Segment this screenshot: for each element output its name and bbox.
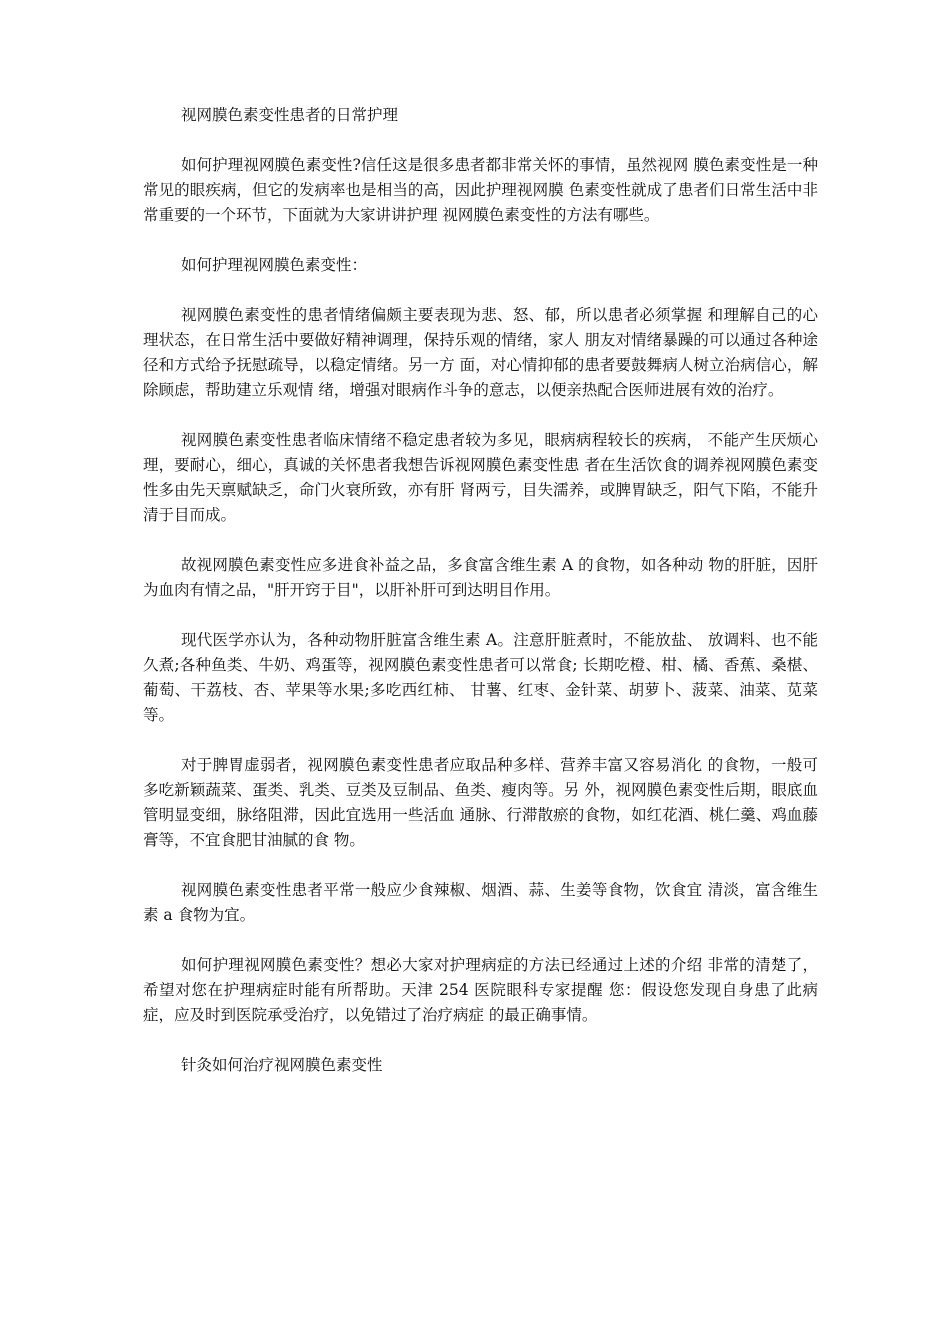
paragraph-diet-light: 视网膜色素变性患者平常一般应少食辣椒、烟酒、蒜、生姜等食物，饮食宜 清淡，富含维生素 a 食物为宜。 (143, 881, 818, 924)
paragraph-modern-medicine: 现代医学亦认为，各种动物肝脏富含维生素 A。注意肝脏煮时，不能放盐、 放调料、也不能久煮;各种鱼类、牛奶、鸡蛋等，视网膜色素变性患者可以常食; 长期吃橙、柑、橘、香蕉、桑椹、葡萄、干荔枝、杏、苹果等水果;多吃西红柿、 甘薯、红枣、金针菜、胡萝卜、菠菜、油菜、苋菜等。 (143, 631, 818, 724)
paragraph-intro: 如何护理视网膜色素变性?信任这是很多患者都非常关怀的事情，虽然视网 膜色素变性是一种常见的眼疾病，但它的发病率也是相当的高，因此护理视网膜 色素变性就成了患者们日常生活中非常重要的一个环节，下面就为大家讲讲护理 视网膜色素变性的方法有哪些。 (143, 156, 818, 224)
paragraph-emotions: 视网膜色素变性的患者情绪偏颇主要表现为悲、怒、郁，所以患者必须掌握 和理解自己的心理状态，在日常生活中要做好精神调理，保持乐观的情绪，家人 朋友对情绪暴躁的可以通过各种途径和方式给予抚慰疏导，以稳定情绪。另一方 面，对心情抑郁的患者要鼓舞病人树立治病信心，解除顾虑，帮助建立乐观情 绪，增强对眼病作斗争的意志，以便亲热配合医师进展有效的治疗。 (143, 306, 818, 399)
section-heading-care: 如何护理视网膜色素变性： (181, 256, 368, 274)
document-body (143, 103, 818, 1103)
paragraph-conclusion: 如何护理视网膜色素变性？想必大家对护理病症的方法已经通过上述的介绍 非常的清楚了，希望对您在护理病症时能有所帮助。天津 254 医院眼科专家提醒 您：假设您发现自身患了此病症，应及时到医院承受治疗，以免错过了治疗病症 的最正确事情。 (143, 956, 818, 1024)
next-article-heading: 针灸如何治疗视网膜色素变性 (181, 1056, 383, 1074)
document-title: 视网膜色素变性患者的日常护理 (181, 106, 399, 124)
paragraph-spleen-stomach: 对于脾胃虚弱者，视网膜色素变性患者应取品种多样、营养丰富又容易消化 的食物，一般可多吃新颖蔬菜、蛋类、乳类、豆类及豆制品、鱼类、瘦肉等。另 外，视网膜色素变性后期，眼底血管明显变细，脉络阻滞，因此宜选用一些活血 通脉、行滞散瘀的食物，如红花酒、桃仁羹、鸡血藤膏等，不宜食肥甘油腻的食 物。 (143, 756, 818, 849)
paragraph-patience: 视网膜色素变性患者临床情绪不稳定患者较为多见，眼病病程较长的疾病， 不能产生厌烦心理，要耐心，细心，真诚的关怀患者我想告诉视网膜色素变性患 者在生活饮食的调养视网膜色素变性多由先天禀赋缺乏，命门火衰所致，亦有肝 肾两亏，目失濡养，或脾胃缺乏，阳气下陷，不能升清于目而成。 (143, 431, 818, 524)
paragraph-nutrition: 故视网膜色素变性应多进食补益之品，多食富含维生素 A 的食物，如各种动 物的肝脏，因肝为血肉有情之品，"肝开窍于目"，以肝补肝可到达明目作用。 (143, 556, 818, 599)
